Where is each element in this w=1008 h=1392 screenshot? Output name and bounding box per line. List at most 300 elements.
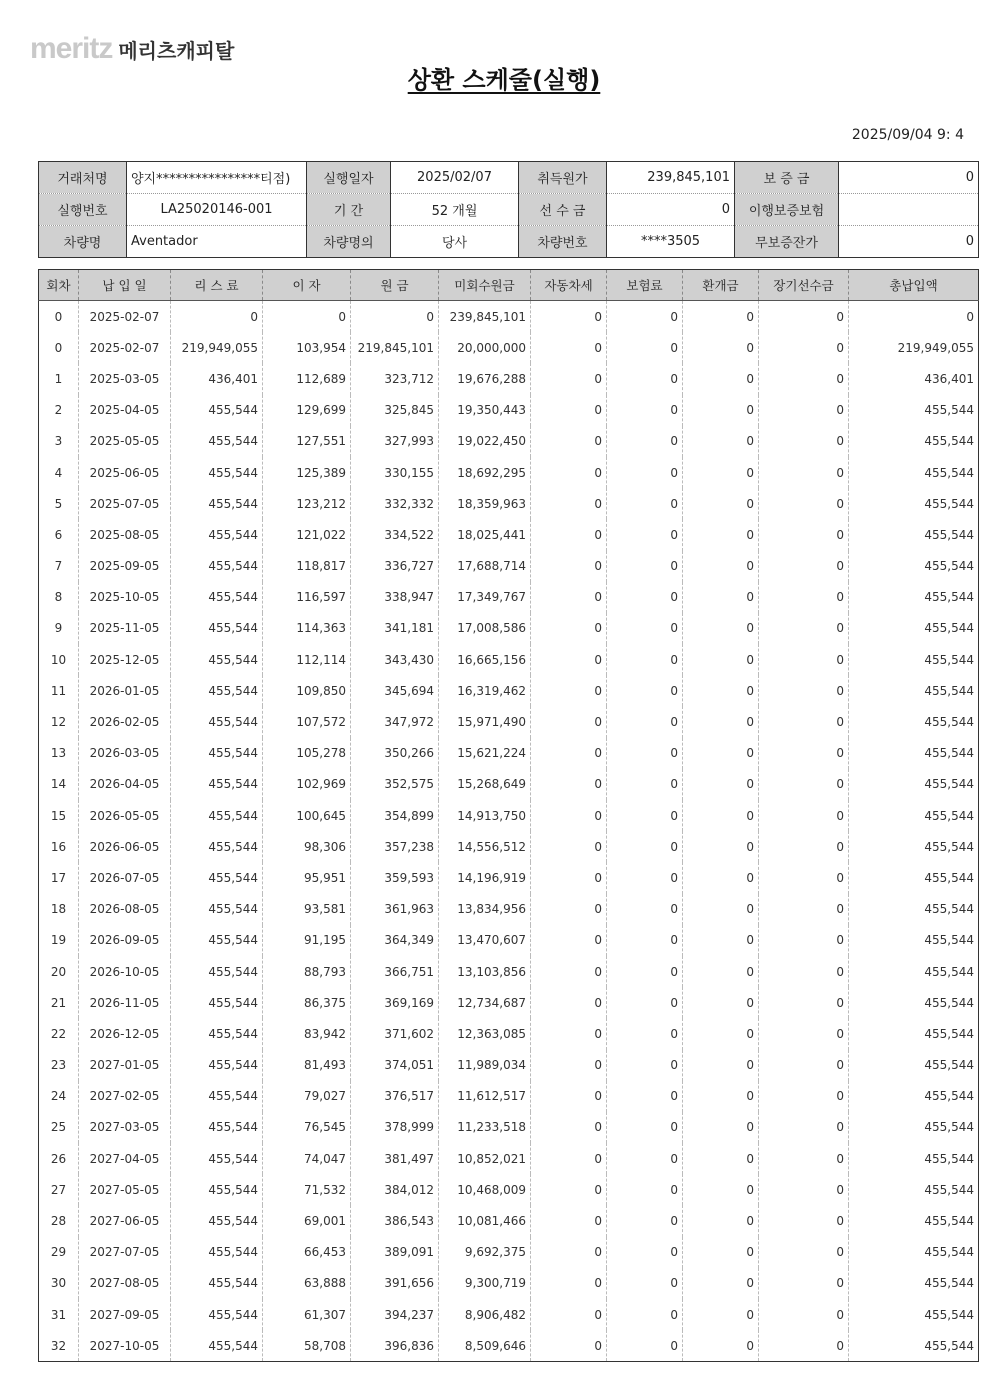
info-label: 무보증잔가 (735, 226, 839, 258)
cell-col-total-payment: 455,544 (849, 800, 979, 831)
table-row (39, 1205, 979, 1236)
cell-col-principal: 334,522 (351, 519, 439, 550)
table-row (39, 675, 979, 706)
cell-col-insurance: 0 (607, 894, 683, 925)
cell-col-car-tax: 0 (531, 831, 607, 862)
table-row (39, 956, 979, 987)
table-row (39, 1081, 979, 1112)
cell-col-insurance: 0 (607, 956, 683, 987)
page-title-text: 상환 스케줄(실행) (407, 66, 601, 94)
cell-col-interest: 81,493 (263, 1050, 351, 1081)
header-col-total-payment: 총납입액 (849, 270, 979, 301)
cell-col-round: 19 (50, 933, 67, 948)
cell-col-refund: 0 (683, 1143, 759, 1174)
cell-col-insurance: 0 (607, 551, 683, 582)
cell-col-round: 1 (54, 371, 63, 386)
cell-col-car-tax: 0 (531, 1050, 607, 1081)
cell-col-principal: 332,332 (351, 488, 439, 519)
cell-col-interest: 93,581 (263, 894, 351, 925)
cell-col-round: 26 (50, 1151, 67, 1166)
cell-col-long-term-advance: 0 (759, 1205, 849, 1236)
cell-col-principal: 352,575 (351, 769, 439, 800)
cell-col-round: 20 (50, 964, 67, 979)
cell-col-total-payment: 455,544 (849, 1205, 979, 1236)
cell-col-principal: 325,845 (351, 395, 439, 426)
cell-col-principal: 361,963 (351, 894, 439, 925)
cell-col-refund: 0 (683, 1174, 759, 1205)
cell-col-pay-date: 2027-06-05 (79, 1205, 171, 1236)
cell-col-total-payment: 455,544 (849, 1081, 979, 1112)
cell-col-principal: 327,993 (351, 426, 439, 457)
cell-col-interest: 69,001 (263, 1205, 351, 1236)
cell-col-car-tax: 0 (531, 675, 607, 706)
table-row (39, 426, 979, 457)
cell-col-principal: 394,237 (351, 1299, 439, 1330)
cell-col-lease-fee: 455,544 (171, 1112, 263, 1143)
cell-col-pay-date: 2026-03-05 (79, 738, 171, 769)
cell-col-interest: 79,027 (263, 1081, 351, 1112)
table-row (39, 894, 979, 925)
cell-col-car-tax: 0 (531, 1112, 607, 1143)
cell-col-car-tax: 0 (531, 1081, 607, 1112)
cell-col-interest: 112,689 (263, 363, 351, 394)
cell-col-principal: 330,155 (351, 457, 439, 488)
info-label: 이행보증보험 (735, 194, 839, 226)
header-col-lease-fee: 리 스 료 (171, 270, 263, 301)
cell-col-total-payment: 455,544 (849, 738, 979, 769)
cell-col-long-term-advance: 0 (759, 987, 849, 1018)
cell-col-round: 14 (50, 777, 67, 792)
cell-col-refund: 0 (683, 675, 759, 706)
cell-col-round: 13 (50, 746, 67, 761)
header-col-pay-date: 납 입 일 (79, 270, 171, 301)
cell-col-principal: 366,751 (351, 956, 439, 987)
cell-col-round: 16 (50, 839, 67, 854)
cell-col-lease-fee: 455,544 (171, 1050, 263, 1081)
cell-col-unrecovered-principal: 18,025,441 (439, 519, 531, 550)
cell-col-car-tax: 0 (531, 894, 607, 925)
header-col-unrecovered-principal: 미회수원금 (439, 270, 531, 301)
cell-col-refund: 0 (683, 613, 759, 644)
cell-col-refund: 0 (683, 1018, 759, 1049)
cell-col-total-payment: 455,544 (849, 457, 979, 488)
cell-col-pay-date: 2025-09-05 (79, 551, 171, 582)
cell-col-long-term-advance: 0 (759, 1112, 849, 1143)
cell-col-car-tax: 0 (531, 1237, 607, 1268)
table-row (39, 1050, 979, 1081)
cell-col-principal: 369,169 (351, 987, 439, 1018)
table-row (39, 1268, 979, 1299)
cell-col-round: 24 (50, 1089, 67, 1104)
cell-col-long-term-advance: 0 (759, 395, 849, 426)
cell-col-round: 3 (54, 434, 63, 449)
cell-col-car-tax: 0 (531, 769, 607, 800)
cell-col-unrecovered-principal: 19,350,443 (439, 395, 531, 426)
cell-col-unrecovered-principal: 10,468,009 (439, 1174, 531, 1205)
cell-col-total-payment: 455,544 (849, 1050, 979, 1081)
cell-col-interest: 88,793 (263, 956, 351, 987)
cell-col-round: 5 (54, 496, 63, 511)
cell-col-car-tax: 0 (531, 1018, 607, 1049)
cell-col-lease-fee: 455,544 (171, 925, 263, 956)
cell-col-pay-date: 2025-10-05 (79, 582, 171, 613)
cell-col-principal: 347,972 (351, 706, 439, 737)
cell-col-interest: 103,954 (263, 332, 351, 363)
cell-col-long-term-advance: 0 (759, 582, 849, 613)
cell-col-pay-date: 2025-04-05 (79, 395, 171, 426)
table-row (39, 1174, 979, 1205)
cell-col-pay-date: 2025-06-05 (79, 457, 171, 488)
cell-col-insurance: 0 (607, 925, 683, 956)
cell-col-total-payment: 455,544 (849, 519, 979, 550)
cell-col-long-term-advance: 0 (759, 1330, 849, 1362)
cell-col-round: 18 (50, 902, 67, 917)
cell-col-car-tax: 0 (531, 519, 607, 550)
info-row (39, 226, 979, 258)
cell-col-lease-fee: 455,544 (171, 1205, 263, 1236)
cell-col-long-term-advance: 0 (759, 925, 849, 956)
cell-col-pay-date: 2026-11-05 (79, 987, 171, 1018)
table-row (39, 706, 979, 737)
cell-col-long-term-advance: 0 (759, 1050, 849, 1081)
info-label: 실행일자 (307, 162, 391, 194)
cell-col-interest: 109,850 (263, 675, 351, 706)
cell-col-unrecovered-principal: 17,349,767 (439, 582, 531, 613)
cell-col-car-tax: 0 (531, 1143, 607, 1174)
cell-col-principal: 389,091 (351, 1237, 439, 1268)
cell-col-pay-date: 2025-02-07 (79, 301, 171, 333)
cell-col-interest: 127,551 (263, 426, 351, 457)
cell-col-car-tax: 0 (531, 862, 607, 893)
cell-col-insurance: 0 (607, 1018, 683, 1049)
cell-col-lease-fee: 455,544 (171, 738, 263, 769)
cell-col-total-payment: 455,544 (849, 582, 979, 613)
cell-col-lease-fee: 455,544 (171, 519, 263, 550)
cell-col-interest: 125,389 (263, 457, 351, 488)
cell-col-principal: 354,899 (351, 800, 439, 831)
cell-col-interest: 61,307 (263, 1299, 351, 1330)
cell-col-pay-date: 2027-03-05 (79, 1112, 171, 1143)
cell-col-unrecovered-principal: 11,233,518 (439, 1112, 531, 1143)
cell-col-refund: 0 (683, 1268, 759, 1299)
cell-col-principal: 396,836 (351, 1330, 439, 1362)
cell-col-insurance: 0 (607, 1205, 683, 1236)
cell-col-interest: 112,114 (263, 644, 351, 675)
cell-col-long-term-advance: 0 (759, 894, 849, 925)
cell-col-insurance: 0 (607, 1237, 683, 1268)
cell-col-total-payment: 455,544 (849, 831, 979, 862)
cell-col-insurance: 0 (607, 831, 683, 862)
cell-col-round: 0 (54, 340, 63, 355)
cell-col-car-tax: 0 (531, 395, 607, 426)
cell-col-round: 22 (50, 1026, 67, 1041)
cell-col-principal: 338,947 (351, 582, 439, 613)
cell-col-round: 29 (50, 1245, 67, 1260)
cell-col-unrecovered-principal: 12,363,085 (439, 1018, 531, 1049)
table-row (39, 1330, 979, 1362)
cell-col-unrecovered-principal: 13,834,956 (439, 894, 531, 925)
cell-col-interest: 74,047 (263, 1143, 351, 1174)
cell-col-pay-date: 2026-01-05 (79, 675, 171, 706)
cell-col-lease-fee: 455,544 (171, 1174, 263, 1205)
cell-col-lease-fee: 455,544 (171, 582, 263, 613)
cell-col-round: 25 (50, 1120, 67, 1135)
cell-col-round: 0 (54, 309, 63, 324)
cell-col-insurance: 0 (607, 519, 683, 550)
header-col-refund: 환개금 (683, 270, 759, 301)
cell-col-unrecovered-principal: 19,022,450 (439, 426, 531, 457)
table-row (39, 551, 979, 582)
cell-col-long-term-advance: 0 (759, 332, 849, 363)
cell-col-long-term-advance: 0 (759, 363, 849, 394)
cell-col-lease-fee: 436,401 (171, 363, 263, 394)
cell-col-unrecovered-principal: 11,612,517 (439, 1081, 531, 1112)
cell-col-car-tax: 0 (531, 1330, 607, 1362)
cell-col-interest: 76,545 (263, 1112, 351, 1143)
schedule-header-row (39, 270, 979, 301)
cell-col-unrecovered-principal: 17,008,586 (439, 613, 531, 644)
cell-col-long-term-advance: 0 (759, 1268, 849, 1299)
cell-col-total-payment: 455,544 (849, 1237, 979, 1268)
cell-col-principal: 345,694 (351, 675, 439, 706)
info-label: 거래처명 (39, 162, 127, 194)
cell-col-total-payment: 455,544 (849, 1174, 979, 1205)
table-row (39, 457, 979, 488)
info-value-acquisition-cost: 239,845,101 (607, 162, 735, 194)
cell-col-refund: 0 (683, 1330, 759, 1362)
cell-col-lease-fee: 455,544 (171, 831, 263, 862)
cell-col-lease-fee: 455,544 (171, 1143, 263, 1174)
cell-col-principal: 386,543 (351, 1205, 439, 1236)
cell-col-total-payment: 455,544 (849, 769, 979, 800)
cell-col-interest: 114,363 (263, 613, 351, 644)
cell-col-interest: 123,212 (263, 488, 351, 519)
cell-col-interest: 71,532 (263, 1174, 351, 1205)
cell-col-lease-fee: 455,544 (171, 395, 263, 426)
info-label: 실행번호 (39, 194, 127, 226)
cell-col-pay-date: 2026-04-05 (79, 769, 171, 800)
cell-col-long-term-advance: 0 (759, 769, 849, 800)
cell-col-refund: 0 (683, 769, 759, 800)
cell-col-refund: 0 (683, 1205, 759, 1236)
info-label: 차량번호 (519, 226, 607, 258)
info-value-advance: 0 (607, 194, 735, 226)
cell-col-principal: 391,656 (351, 1268, 439, 1299)
cell-col-interest: 129,699 (263, 395, 351, 426)
cell-col-insurance: 0 (607, 1330, 683, 1362)
cell-col-car-tax: 0 (531, 488, 607, 519)
cell-col-round: 32 (50, 1338, 67, 1353)
cell-col-refund: 0 (683, 831, 759, 862)
cell-col-refund: 0 (683, 1299, 759, 1330)
table-row (39, 613, 979, 644)
cell-col-total-payment: 455,544 (849, 706, 979, 737)
print-datetime: 2025/09/04 9: 4 (851, 127, 964, 143)
page-title (0, 60, 1008, 95)
cell-col-total-payment: 455,544 (849, 426, 979, 457)
cell-col-unrecovered-principal: 18,692,295 (439, 457, 531, 488)
table-row (39, 332, 979, 363)
info-label: 보 증 금 (735, 162, 839, 194)
cell-col-lease-fee: 455,544 (171, 706, 263, 737)
cell-col-lease-fee: 455,544 (171, 1237, 263, 1268)
cell-col-pay-date: 2027-04-05 (79, 1143, 171, 1174)
cell-col-round: 27 (50, 1182, 67, 1197)
cell-col-insurance: 0 (607, 426, 683, 457)
cell-col-lease-fee: 455,544 (171, 862, 263, 893)
cell-col-total-payment: 455,544 (849, 925, 979, 956)
cell-col-refund: 0 (683, 925, 759, 956)
table-row (39, 582, 979, 613)
cell-col-unrecovered-principal: 20,000,000 (439, 332, 531, 363)
cell-col-pay-date: 2025-05-05 (79, 426, 171, 457)
cell-col-insurance: 0 (607, 395, 683, 426)
cell-col-total-payment: 455,544 (849, 488, 979, 519)
info-value-guarantee-insurance (839, 194, 979, 226)
cell-col-unrecovered-principal: 16,319,462 (439, 675, 531, 706)
info-value-exec-date: 2025/02/07 (391, 162, 519, 194)
cell-col-insurance: 0 (607, 363, 683, 394)
cell-col-round: 28 (50, 1214, 67, 1229)
table-row (39, 862, 979, 893)
cell-col-refund: 0 (683, 1050, 759, 1081)
cell-col-interest: 0 (263, 301, 351, 333)
cell-col-unrecovered-principal: 13,470,607 (439, 925, 531, 956)
cell-col-lease-fee: 0 (171, 301, 263, 333)
cell-col-long-term-advance: 0 (759, 706, 849, 737)
cell-col-long-term-advance: 0 (759, 956, 849, 987)
cell-col-car-tax: 0 (531, 956, 607, 987)
cell-col-pay-date: 2026-10-05 (79, 956, 171, 987)
cell-col-insurance: 0 (607, 488, 683, 519)
cell-col-principal: 384,012 (351, 1174, 439, 1205)
cell-col-insurance: 0 (607, 1268, 683, 1299)
cell-col-refund: 0 (683, 1081, 759, 1112)
cell-col-long-term-advance: 0 (759, 862, 849, 893)
cell-col-car-tax: 0 (531, 706, 607, 737)
cell-col-pay-date: 2026-06-05 (79, 831, 171, 862)
cell-col-refund: 0 (683, 488, 759, 519)
cell-col-lease-fee: 455,544 (171, 488, 263, 519)
cell-col-insurance: 0 (607, 675, 683, 706)
info-value-exec-number: LA25020146-001 (127, 194, 307, 226)
cell-col-lease-fee: 455,544 (171, 644, 263, 675)
cell-col-round: 10 (50, 652, 67, 667)
table-row (39, 738, 979, 769)
cell-col-insurance: 0 (607, 613, 683, 644)
cell-col-long-term-advance: 0 (759, 488, 849, 519)
cell-col-pay-date: 2027-07-05 (79, 1237, 171, 1268)
header-col-round: 회차 (39, 270, 79, 301)
cell-col-round: 4 (54, 465, 63, 480)
cell-col-refund: 0 (683, 706, 759, 737)
cell-col-insurance: 0 (607, 644, 683, 675)
cell-col-pay-date: 2027-09-05 (79, 1299, 171, 1330)
cell-col-car-tax: 0 (531, 426, 607, 457)
cell-col-lease-fee: 455,544 (171, 800, 263, 831)
cell-col-unrecovered-principal: 8,509,646 (439, 1330, 531, 1362)
cell-col-round: 7 (54, 559, 63, 574)
table-row (39, 1299, 979, 1330)
cell-col-lease-fee: 455,544 (171, 1299, 263, 1330)
cell-col-principal: 371,602 (351, 1018, 439, 1049)
cell-col-principal: 381,497 (351, 1143, 439, 1174)
cell-col-interest: 102,969 (263, 769, 351, 800)
cell-col-round: 30 (50, 1276, 67, 1291)
cell-col-pay-date: 2025-07-05 (79, 488, 171, 519)
cell-col-long-term-advance: 0 (759, 1299, 849, 1330)
info-label: 취득원가 (519, 162, 607, 194)
cell-col-refund: 0 (683, 644, 759, 675)
cell-col-interest: 66,453 (263, 1237, 351, 1268)
cell-col-unrecovered-principal: 13,103,856 (439, 956, 531, 987)
table-row (39, 987, 979, 1018)
table-row (39, 800, 979, 831)
cell-col-car-tax: 0 (531, 1205, 607, 1236)
cell-col-pay-date: 2027-05-05 (79, 1174, 171, 1205)
cell-col-long-term-advance: 0 (759, 301, 849, 333)
cell-col-insurance: 0 (607, 301, 683, 333)
cell-col-refund: 0 (683, 332, 759, 363)
cell-col-car-tax: 0 (531, 1174, 607, 1205)
cell-col-unrecovered-principal: 239,845,101 (439, 301, 531, 333)
cell-col-insurance: 0 (607, 332, 683, 363)
cell-col-refund: 0 (683, 956, 759, 987)
cell-col-long-term-advance: 0 (759, 457, 849, 488)
cell-col-interest: 63,888 (263, 1268, 351, 1299)
cell-col-total-payment: 455,544 (849, 675, 979, 706)
cell-col-refund: 0 (683, 1237, 759, 1268)
cell-col-unrecovered-principal: 16,665,156 (439, 644, 531, 675)
cell-col-unrecovered-principal: 8,906,482 (439, 1299, 531, 1330)
repayment-schedule-table (38, 269, 979, 1362)
cell-col-round: 6 (54, 527, 63, 542)
cell-col-principal: 336,727 (351, 551, 439, 582)
cell-col-car-tax: 0 (531, 644, 607, 675)
cell-col-long-term-advance: 0 (759, 738, 849, 769)
cell-col-total-payment: 455,544 (849, 1018, 979, 1049)
cell-col-principal: 343,430 (351, 644, 439, 675)
cell-col-pay-date: 2026-05-05 (79, 800, 171, 831)
cell-col-round: 9 (54, 621, 63, 636)
cell-col-car-tax: 0 (531, 551, 607, 582)
cell-col-long-term-advance: 0 (759, 1143, 849, 1174)
info-value-vehicle-name: Aventador (131, 234, 198, 249)
cell-col-interest: 91,195 (263, 925, 351, 956)
cell-col-car-tax: 0 (531, 800, 607, 831)
cell-col-round: 23 (50, 1058, 67, 1073)
cell-col-long-term-advance: 0 (759, 1237, 849, 1268)
cell-col-insurance: 0 (607, 706, 683, 737)
cell-col-lease-fee: 455,544 (171, 1018, 263, 1049)
cell-col-pay-date: 2025-02-07 (79, 332, 171, 363)
cell-col-lease-fee: 455,544 (171, 956, 263, 987)
cell-col-car-tax: 0 (531, 457, 607, 488)
cell-col-unrecovered-principal: 10,852,021 (439, 1143, 531, 1174)
cell-col-total-payment: 455,544 (849, 613, 979, 644)
cell-col-interest: 83,942 (263, 1018, 351, 1049)
cell-col-pay-date: 2025-03-05 (79, 363, 171, 394)
cell-col-pay-date: 2025-08-05 (79, 519, 171, 550)
cell-col-unrecovered-principal: 9,300,719 (439, 1268, 531, 1299)
cell-col-refund: 0 (683, 519, 759, 550)
cell-col-refund: 0 (683, 457, 759, 488)
cell-col-round: 12 (50, 715, 67, 730)
cell-col-insurance: 0 (607, 862, 683, 893)
cell-col-refund: 0 (683, 800, 759, 831)
table-row (39, 1112, 979, 1143)
cell-col-round: 15 (50, 808, 67, 823)
